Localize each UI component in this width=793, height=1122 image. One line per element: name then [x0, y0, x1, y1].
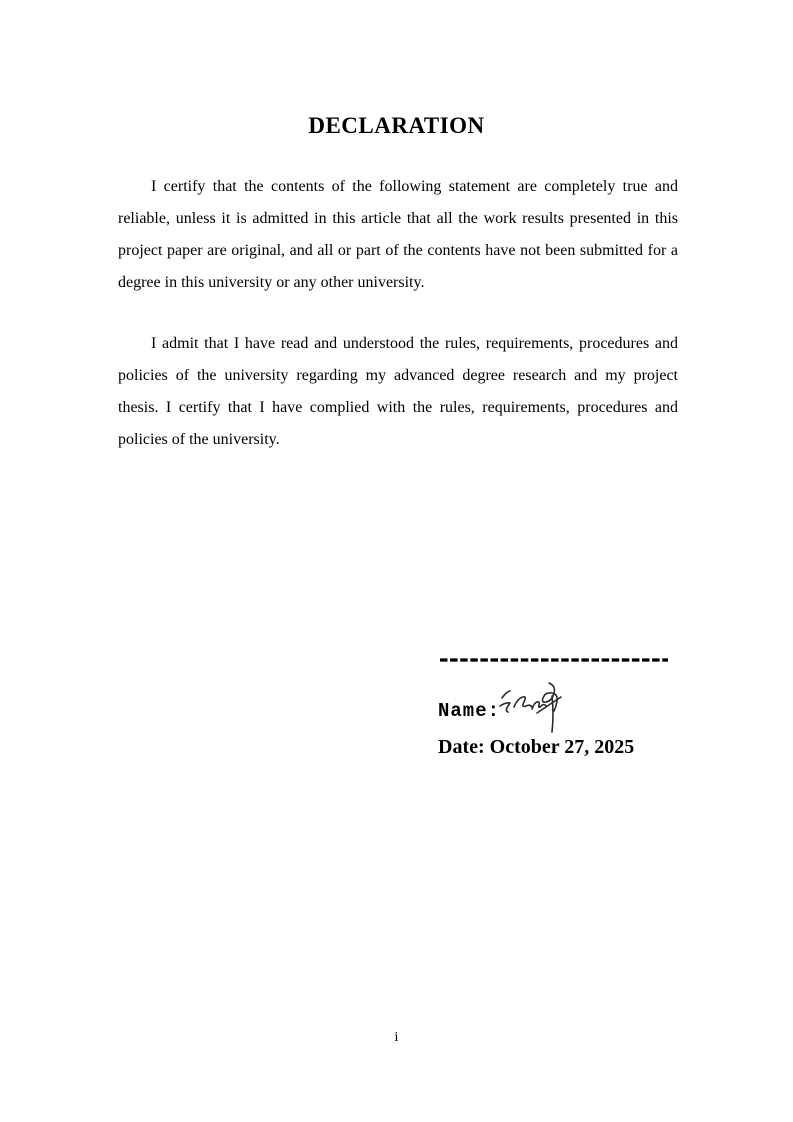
paragraph-1: I certify that the contents of the following statement are completely true and reliable, unless it is admitted in this article that all the work results presented in this project paper are original, and all or part of the contents have not been submitted for a degree in this university or any other university. — [118, 178, 678, 291]
page-number: i — [394, 1030, 399, 1045]
date-label: Date: October 27, 2025 — [438, 736, 635, 758]
page-title: DECLARATION — [308, 113, 485, 138]
body-text — [118, 171, 678, 485]
dashed-signature-rule-icon — [440, 656, 668, 664]
paragraph-2: I admit that I have read and understood the rules, requirements, procedures and policies of the university regarding my advanced degree research and my project thesis. I certify that I have complied with the rules, requirements, procedures and policies of the university. — [118, 335, 678, 448]
name-label: Name: — [438, 700, 501, 722]
handwritten-signature-icon — [492, 676, 577, 738]
